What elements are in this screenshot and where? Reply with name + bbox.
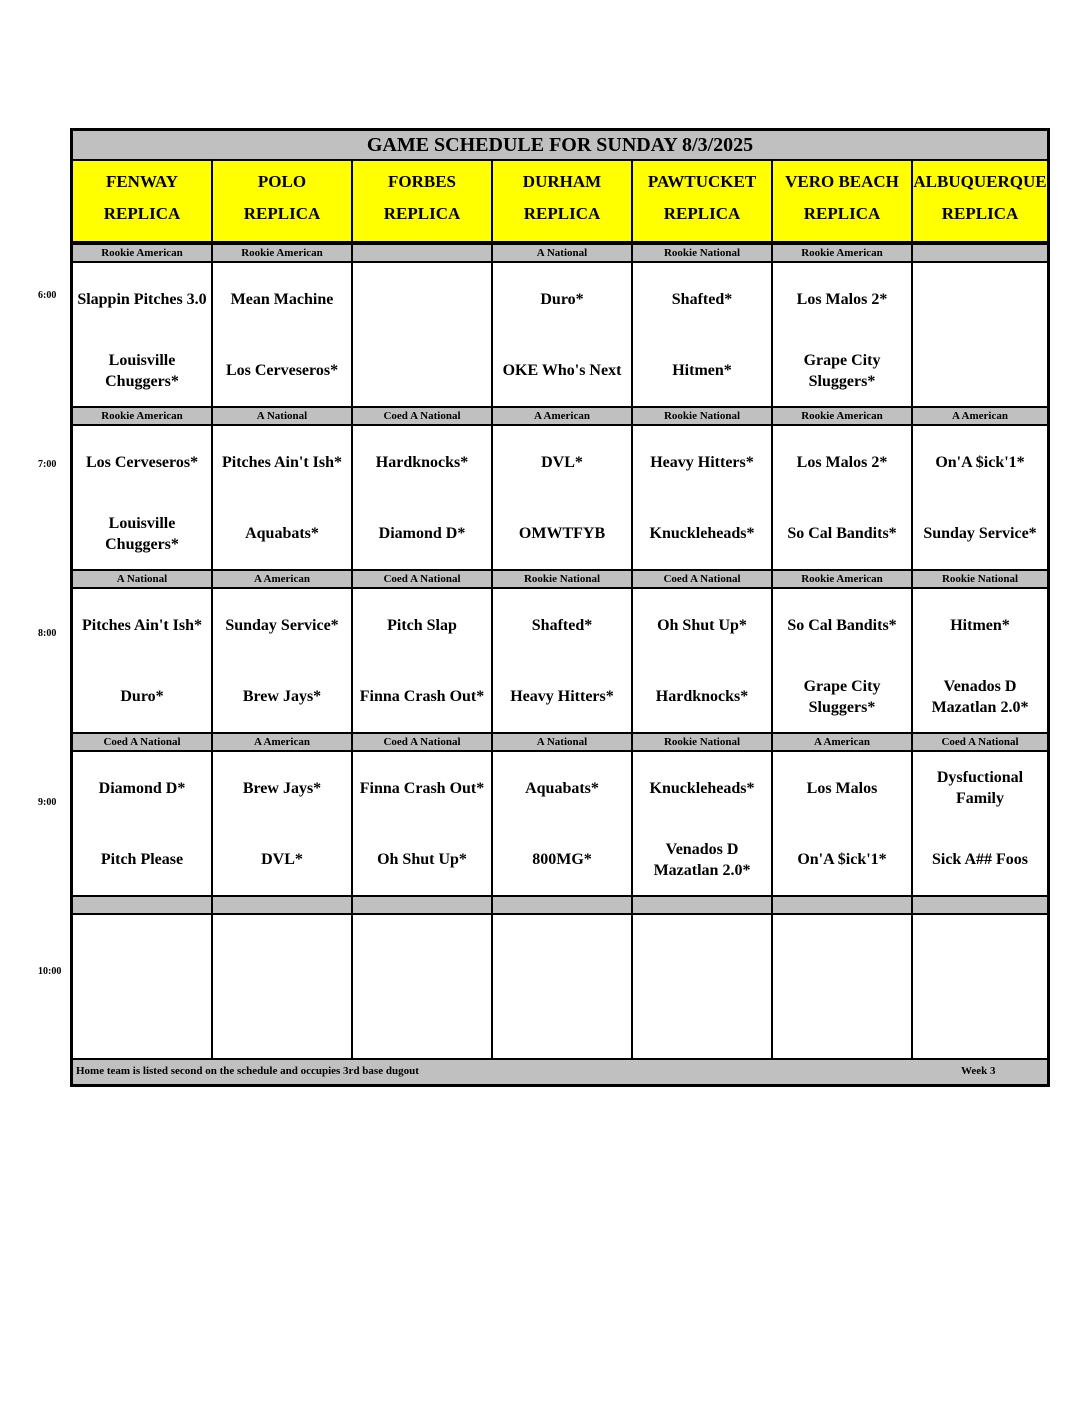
game-cell (773, 752, 913, 895)
home-team: So Cal Bandits* (787, 525, 897, 542)
away-team: Aquabats* (525, 779, 599, 797)
division-row (73, 732, 1047, 752)
away-team (633, 915, 771, 987)
game-cell (353, 752, 493, 895)
away-team: Hitmen* (950, 616, 1010, 634)
home-team: Grape City Sluggers* (803, 351, 881, 390)
division-label: A National (213, 406, 353, 426)
field-header (633, 161, 773, 243)
division-label (353, 243, 493, 263)
division-label: Rookie American (773, 406, 913, 426)
game-cell (913, 915, 1047, 1058)
away-team: Heavy Hitters* (650, 453, 754, 471)
home-team: Finna Crash Out* (359, 688, 485, 705)
time-label: 6:00 (38, 290, 57, 301)
time-label: 7:00 (38, 459, 57, 470)
home-team: Duro* (120, 688, 164, 705)
division-label: A American (493, 406, 633, 426)
field-name: VERO BEACH (785, 172, 899, 191)
away-team: Duro* (540, 290, 584, 308)
games-row (73, 263, 1047, 406)
game-cell (73, 752, 213, 895)
home-team: Knuckleheads* (649, 525, 755, 542)
home-team: Louisville Chuggers* (105, 351, 179, 390)
game-cell (633, 263, 773, 406)
game-cell (73, 589, 213, 732)
game-cell (73, 263, 213, 406)
home-team: Hitmen* (672, 362, 732, 379)
division-label: Rookie National (913, 569, 1047, 589)
game-cell (493, 589, 633, 732)
field-subtitle: REPLICA (663, 204, 741, 223)
game-cell (633, 589, 773, 732)
schedule-title: GAME SCHEDULE FOR SUNDAY 8/3/2025 (73, 131, 1047, 161)
field-header (913, 161, 1047, 243)
division-label: Rookie American (213, 243, 353, 263)
home-team: Sunday Service* (923, 525, 1037, 542)
game-cell (493, 915, 633, 1058)
game-cell (773, 263, 913, 406)
division-label (913, 243, 1047, 263)
home-team: Brew Jays* (242, 688, 322, 705)
game-cell (353, 426, 493, 569)
away-team (73, 915, 211, 987)
away-team: Finna Crash Out* (359, 779, 485, 797)
home-team (773, 987, 911, 1058)
home-team (213, 987, 351, 1058)
division-label: A American (213, 732, 353, 752)
game-cell (493, 263, 633, 406)
game-cell (493, 426, 633, 569)
games-row (73, 752, 1047, 895)
home-team (913, 987, 1047, 1058)
division-label: Rookie National (493, 569, 633, 589)
field-header (353, 161, 493, 243)
away-team: Oh Shut Up* (657, 616, 747, 634)
field-subtitle: REPLICA (803, 204, 881, 223)
away-team: Knuckleheads* (649, 779, 755, 797)
field-name: ALBUQUERQUE (913, 172, 1047, 191)
field-name: FORBES (387, 172, 457, 191)
away-team: Diamond D* (98, 779, 186, 797)
away-team: Shafted* (531, 616, 593, 634)
away-team: Sunday Service* (225, 616, 339, 634)
division-label: Coed A National (73, 732, 213, 752)
home-team: Sick A## Foos (931, 851, 1028, 868)
game-cell (213, 915, 353, 1058)
away-team: Shafted* (671, 290, 733, 308)
home-team: Heavy Hitters* (510, 688, 614, 705)
game-cell (213, 752, 353, 895)
away-team (353, 263, 491, 335)
game-cell (633, 752, 773, 895)
field-subtitle: REPLICA (941, 204, 1019, 223)
field-header (73, 161, 213, 243)
game-cell (213, 426, 353, 569)
game-cell (913, 263, 1047, 406)
division-label: A American (213, 569, 353, 589)
game-cell (213, 589, 353, 732)
division-label (633, 895, 773, 915)
home-team: OKE Who's Next (502, 362, 622, 379)
away-team: Los Cerveseros* (85, 453, 199, 471)
field-subtitle: REPLICA (523, 204, 601, 223)
division-label (493, 895, 633, 915)
time-label: 9:00 (38, 797, 57, 808)
home-team: On'A $ick'1* (797, 851, 887, 868)
home-team: Los Cerveseros* (225, 362, 339, 379)
home-team: Louisville Chuggers* (105, 514, 179, 553)
time-slots (73, 243, 1047, 1058)
division-row (73, 895, 1047, 915)
game-cell (913, 752, 1047, 895)
home-team: Oh Shut Up* (377, 851, 467, 868)
division-row (73, 569, 1047, 589)
home-team: Venados D Mazatlan 2.0* (653, 840, 751, 879)
game-cell (73, 915, 213, 1058)
division-label: Rookie American (73, 243, 213, 263)
home-team (73, 987, 211, 1058)
home-team (913, 335, 1047, 406)
division-label: Coed A National (913, 732, 1047, 752)
division-label: A American (773, 732, 913, 752)
division-label: Rookie American (773, 569, 913, 589)
home-team: Diamond D* (378, 525, 466, 542)
division-label: Coed A National (353, 569, 493, 589)
field-subtitle: REPLICA (103, 204, 181, 223)
away-team: Mean Machine (230, 290, 334, 308)
time-label: 10:00 (38, 966, 62, 977)
away-team: Los Malos 2* (796, 453, 888, 471)
away-team (913, 915, 1047, 987)
games-row (73, 589, 1047, 732)
division-label (213, 895, 353, 915)
field-name: PAWTUCKET (647, 172, 757, 191)
away-team: Pitch Slap (387, 616, 457, 634)
home-team: OMWTFYB (518, 525, 606, 542)
home-team: Venados D Mazatlan 2.0* (931, 677, 1029, 716)
away-team: DVL* (541, 453, 583, 471)
time-label: 8:00 (38, 628, 57, 639)
field-name: POLO (257, 172, 307, 191)
away-team (493, 915, 631, 987)
away-team: Los Malos (806, 779, 878, 797)
away-team: Los Malos 2* (796, 290, 888, 308)
field-header (213, 161, 353, 243)
away-team: Pitches Ain't Ish* (81, 616, 202, 634)
division-label (913, 895, 1047, 915)
division-label (353, 895, 493, 915)
game-cell (633, 915, 773, 1058)
home-team: 800MG* (532, 851, 592, 868)
home-team: Pitch Please (100, 851, 184, 868)
home-team (353, 335, 491, 406)
division-label: A National (73, 569, 213, 589)
week-label: Week 3 (961, 1065, 996, 1077)
home-team (353, 987, 491, 1058)
game-cell (773, 589, 913, 732)
away-team (213, 915, 351, 987)
game-cell (493, 752, 633, 895)
away-team (773, 915, 911, 987)
home-team: Grape City Sluggers* (803, 677, 881, 716)
division-label: Rookie National (633, 243, 773, 263)
division-label: Rookie National (633, 406, 773, 426)
division-label (773, 895, 913, 915)
field-header-row (73, 161, 1047, 243)
game-cell (913, 426, 1047, 569)
division-row (73, 243, 1047, 263)
field-header (773, 161, 913, 243)
game-cell (913, 589, 1047, 732)
field-name: DURHAM (522, 172, 602, 191)
games-row (73, 915, 1047, 1058)
away-team: On'A $ick'1* (935, 453, 1025, 471)
away-team: So Cal Bandits* (787, 616, 897, 634)
game-cell (773, 915, 913, 1058)
division-row (73, 406, 1047, 426)
home-team: Hardknocks* (655, 688, 749, 705)
game-cell (213, 263, 353, 406)
game-cell (633, 426, 773, 569)
home-team: DVL* (261, 851, 303, 868)
away-team: Pitches Ain't Ish* (221, 453, 342, 471)
away-team: Hardknocks* (375, 453, 469, 471)
footer-note: Home team is listed second on the schedule and occupies 3rd base dugout (76, 1065, 419, 1077)
game-cell (773, 426, 913, 569)
footer-bar (73, 1058, 1047, 1084)
schedule-table (70, 128, 1050, 1087)
game-cell (353, 589, 493, 732)
division-label (73, 895, 213, 915)
division-label: A National (493, 243, 633, 263)
home-team (493, 987, 631, 1058)
game-cell (353, 915, 493, 1058)
game-cell (73, 426, 213, 569)
game-cell (353, 263, 493, 406)
division-label: A National (493, 732, 633, 752)
games-row (73, 426, 1047, 569)
division-label: Coed A National (353, 732, 493, 752)
division-label: Coed A National (353, 406, 493, 426)
field-subtitle: REPLICA (383, 204, 461, 223)
division-label: Rookie American (73, 406, 213, 426)
away-team (913, 263, 1047, 335)
home-team: Aquabats* (245, 525, 319, 542)
away-team: Slappin Pitches 3.0 (77, 290, 207, 308)
away-team (353, 915, 491, 987)
division-label: Coed A National (633, 569, 773, 589)
field-subtitle: REPLICA (243, 204, 321, 223)
home-team (633, 987, 771, 1058)
division-label: Rookie National (633, 732, 773, 752)
division-label: Rookie American (773, 243, 913, 263)
away-team: Dysfuctional Family (936, 769, 1024, 807)
field-name: FENWAY (105, 172, 179, 191)
field-header (493, 161, 633, 243)
division-label: A American (913, 406, 1047, 426)
away-team: Brew Jays* (242, 779, 322, 797)
